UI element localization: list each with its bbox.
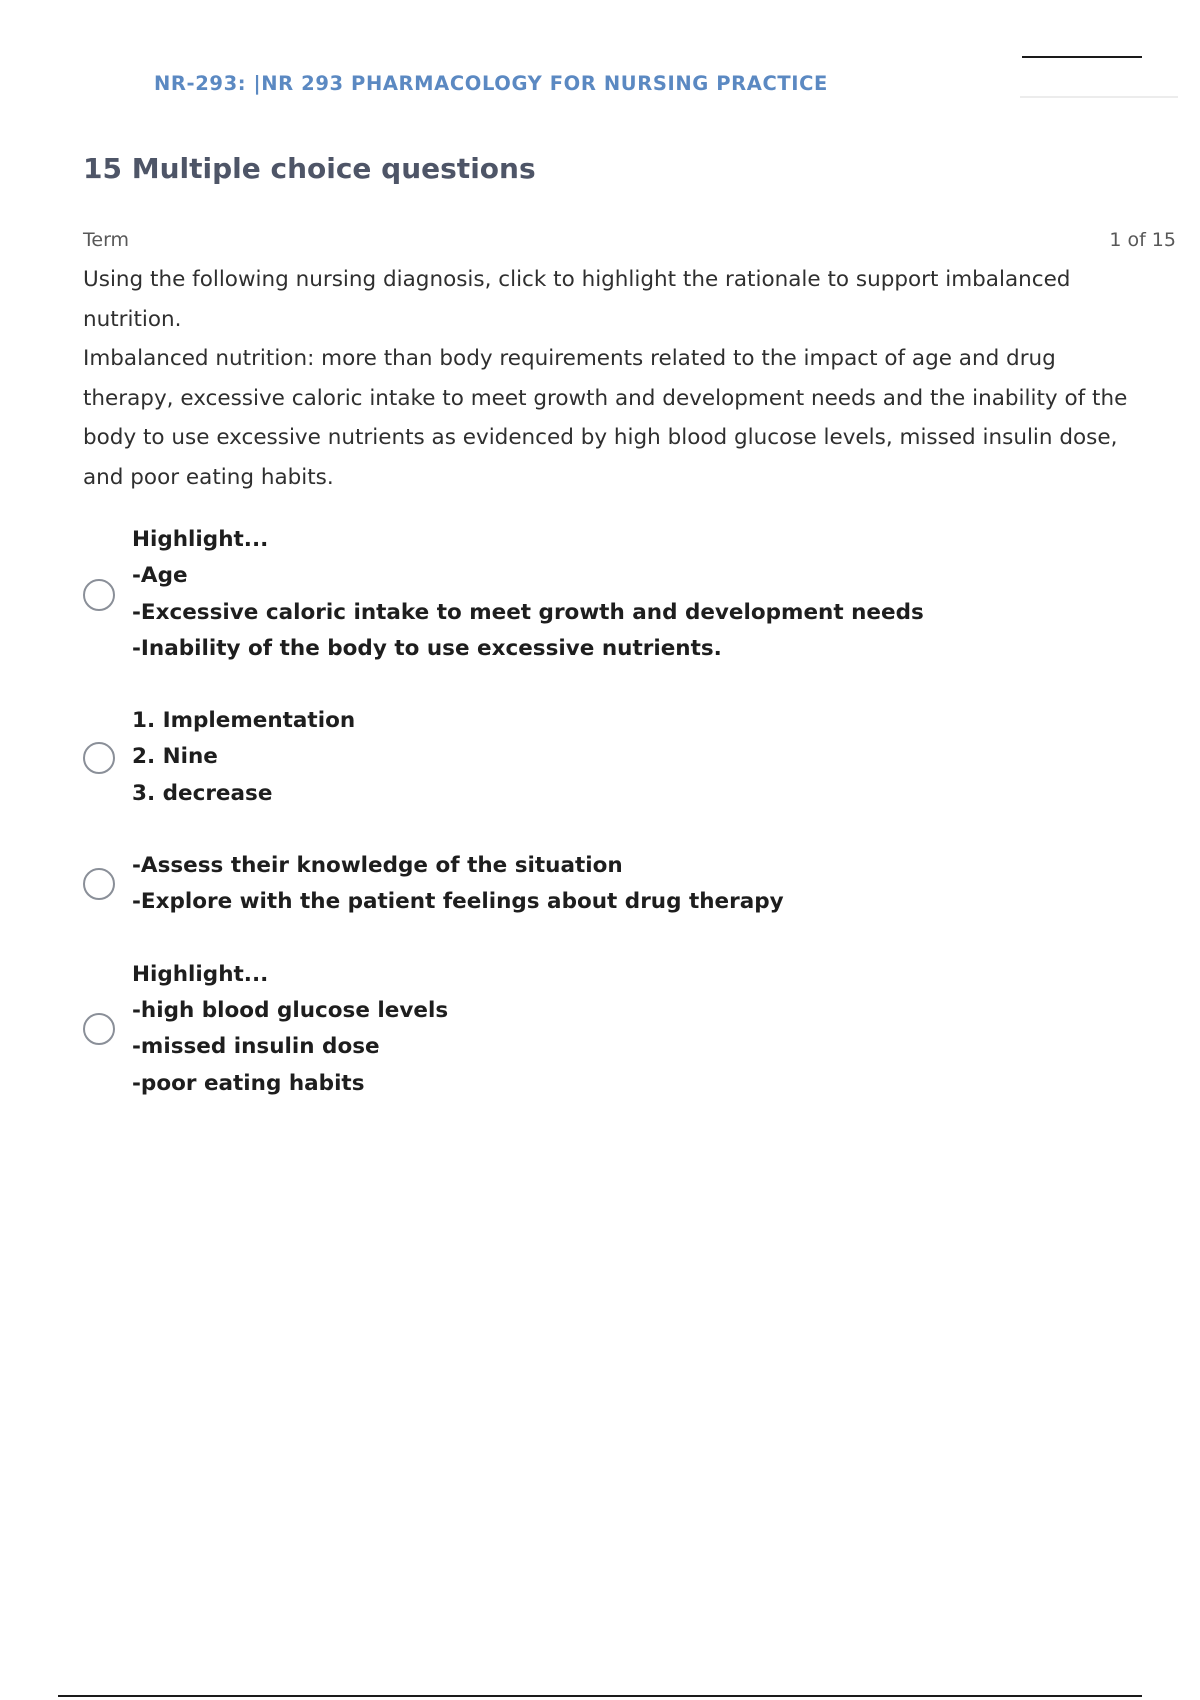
answer-option-text (132, 522, 924, 667)
option-line: Highlight... (132, 527, 269, 552)
document-header: NR-293: |NR 293 PHARMACOLOGY FOR NURSING PRACTICE (154, 72, 828, 95)
answer-option-text (132, 703, 355, 812)
option-line: -poor eating habits (132, 1070, 365, 1096)
answer-option-text (132, 848, 784, 921)
option-line: -Inability of the body to use excessive nutrients. (132, 635, 722, 661)
option-line: -Excessive caloric intake to meet growth and development needs (132, 599, 924, 625)
option-line: -high blood glucose levels (132, 997, 449, 1023)
header-rule (1022, 56, 1142, 58)
radio-button[interactable] (83, 868, 115, 900)
option-line: 3. decrease (132, 780, 273, 806)
option-line: 2. Nine (132, 744, 218, 770)
radio-button[interactable] (83, 742, 115, 774)
answer-option-1[interactable] (83, 522, 1143, 667)
option-line: Highlight... (132, 961, 269, 987)
option-line: -missed insulin dose (132, 1034, 380, 1060)
option-line: 1. Implementation (132, 708, 356, 734)
answer-option-2[interactable] (83, 703, 1143, 812)
answer-option-3[interactable] (83, 848, 1143, 921)
option-line: -Explore with the patient feelings about drug therapy (132, 889, 784, 915)
radio-button[interactable] (83, 579, 115, 611)
set-title: 15 Multiple choice questions (83, 152, 536, 185)
answer-option-4[interactable] (83, 957, 1143, 1102)
answer-options (83, 522, 1143, 1138)
term-label: Term (83, 229, 130, 251)
footer-rule (58, 1695, 1142, 1697)
answer-option-text (132, 957, 448, 1102)
option-line: -Assess their knowledge of the situation (132, 853, 623, 879)
question-prompt: Using the following nursing diagnosis, click to highlight the rationale to support imbalanced nutrition. (83, 267, 1071, 332)
radio-button[interactable] (83, 1013, 115, 1045)
nursing-diagnosis: Imbalanced nutrition: more than body requirements related to the impact of age and drug therapy, excessive caloric intake to meet growth and development needs and the inability of the body to use excessive nutrients as evidenced by high blood glucose levels, missed insulin dose, and poor eating habits. (83, 346, 1128, 490)
header-rule-faint (1020, 96, 1178, 98)
option-line: -Age (132, 563, 188, 589)
question-text (83, 260, 1143, 497)
question-counter: 1 of 15 (1109, 229, 1176, 251)
